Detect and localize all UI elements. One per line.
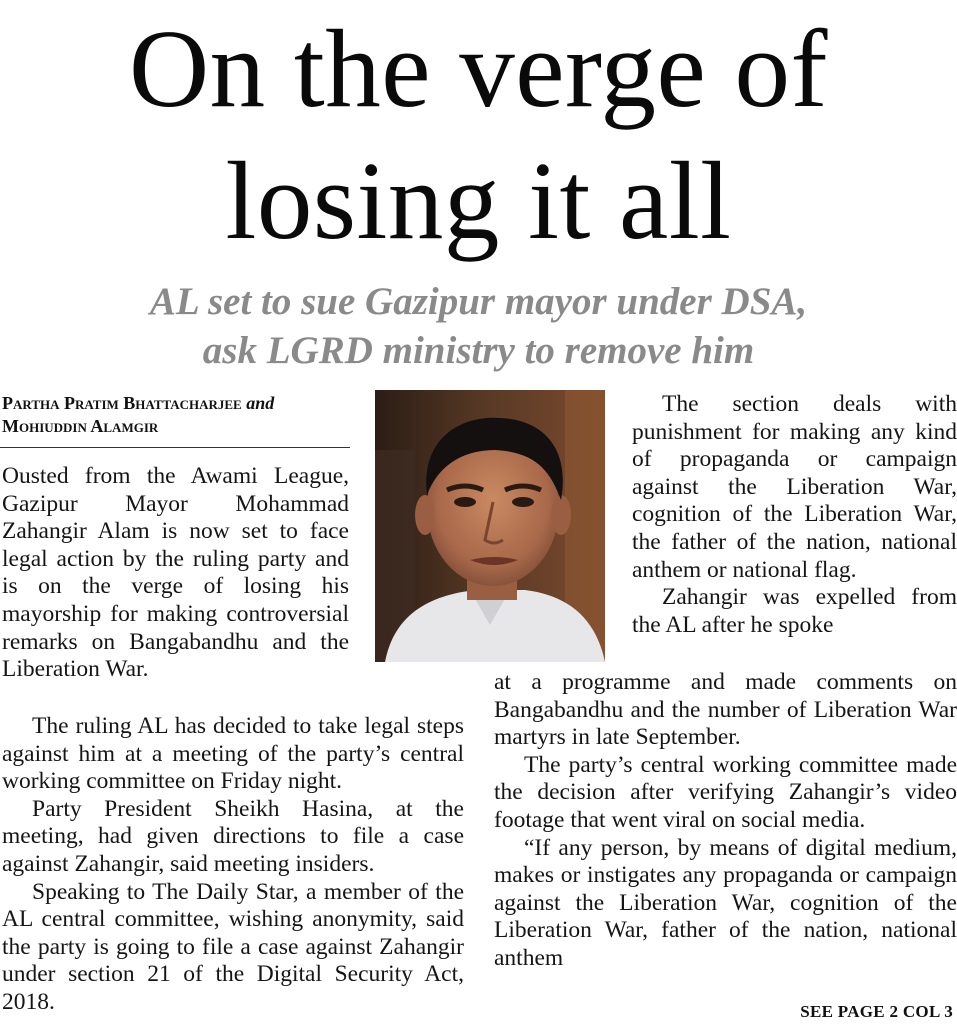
byline-conjunction: and — [246, 393, 275, 413]
paragraph-5: The section deals with punishment for making any kind of propaganda or campaign against the Liberation War, cognition of the Liberation War, the father of the nation, national anthem or national flag. — [632, 391, 957, 583]
paragraph-4: Speaking to The Daily Star, a member of the AL central committee, wishing anonymity, said the party is going to file a case against Zahangir under section 21 of the Digital Security Act, 2018. — [2, 878, 464, 1015]
subheadline-line-2: ask LGRD ministry to remove him — [202, 329, 755, 372]
article-column-2-bottom — [494, 669, 957, 973]
byline-author-1: Partha Pratim Bhattacharjee — [2, 393, 242, 413]
article-column-2-top — [632, 391, 957, 639]
byline-divider — [0, 447, 350, 448]
paragraph-6-start: Zahangir was expelled from the AL after he spoke — [632, 584, 957, 638]
paragraph-8: “If any person, by means of digital medium, makes or instigates any propaganda or campaign against the Liberation War, cognition of the Liberation War, father of the nation, national anthem — [494, 834, 957, 971]
paragraph-2: The ruling AL has decided to take legal steps against him at a meeting of the party’s central working committee on Friday night. — [2, 713, 464, 795]
portrait-illustration — [375, 390, 605, 662]
byline — [2, 392, 350, 438]
byline-author-2: Mohiuddin Alamgir — [2, 416, 159, 436]
paragraph-1: Ousted from the Awami League, Gazipur Mayor Mohammad Zahangir Alam is now set to face legal action by the ruling party and is on the verge of losing his mayorship for making controversial remarks on Bangabandhu and the Liberation War. — [2, 463, 349, 683]
article-column-1-top — [2, 463, 349, 684]
portrait-photo — [375, 390, 605, 662]
subheadline-line-1: AL set to sue Gazipur mayor under DSA, — [149, 280, 808, 323]
paragraph-7: The party’s central working committee made the decision after verifying Zahangir’s video footage that went viral on social media. — [494, 751, 957, 833]
paragraph-3: Party President Sheikh Hasina, at the meeting, had given directions to file a case against Zahangir, said meeting insiders. — [2, 795, 464, 877]
continuation-reference: SEE PAGE 2 COL 3 — [800, 1002, 953, 1021]
paragraph-6-continued: at a programme and made comments on Bangabandhu and the number of Liberation War martyrs in late September. — [494, 669, 957, 751]
headline-line-2: losing it all — [225, 140, 732, 263]
headline-line-1: On the verge of — [129, 8, 828, 131]
article-column-1-bottom — [2, 713, 464, 1017]
